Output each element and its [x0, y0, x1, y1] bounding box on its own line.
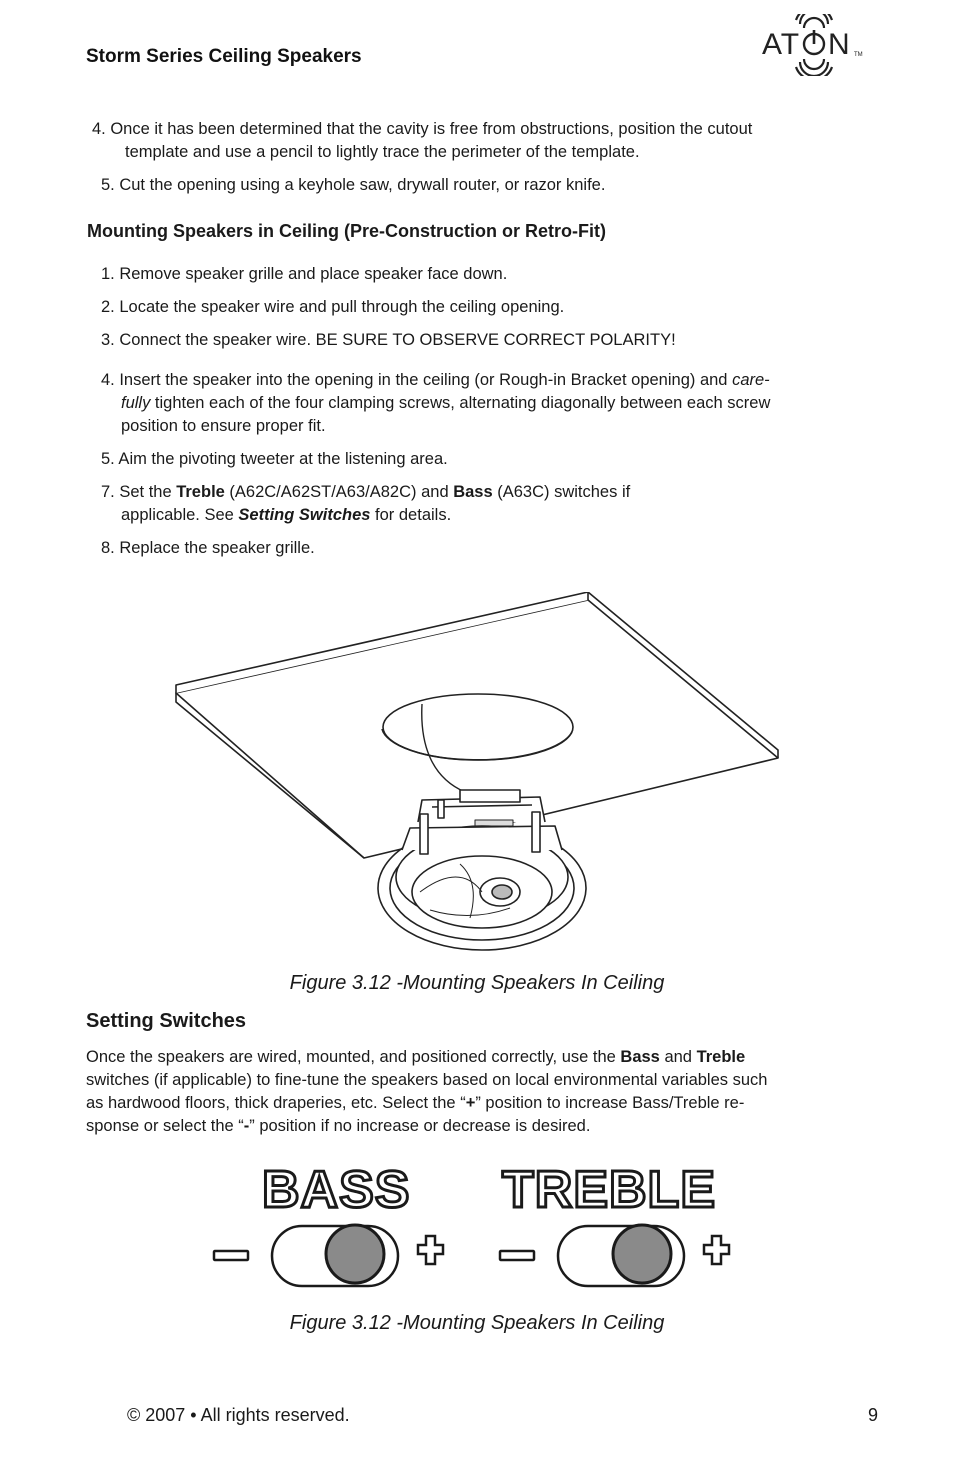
- step4-text-2: tighten each of the four clamping screws, alternating diagonally between each screw: [150, 394, 771, 412]
- switches-text-1: Once the speakers are wired, mounted, and positioned correctly, use the: [86, 1048, 621, 1066]
- mounting-heading: Mounting Speakers in Ceiling (Pre-Construction or Retro-Fit): [87, 221, 607, 241]
- step7-treble: Treble: [176, 483, 225, 501]
- figure-caption-switches: Figure 3.12 -Mounting Speakers In Ceiling: [289, 1312, 665, 1334]
- switch-diagram-drawing: [210, 1220, 750, 1292]
- switches-para-line2: switches (if applicable) to fine-tune the speakers based on local environmental variables such: [86, 1071, 768, 1089]
- logo-text-start: AT: [762, 28, 801, 61]
- mounting-step-2: 2. Locate the speaker wire and pull through the ceiling opening.: [101, 298, 565, 316]
- switches-para-line4: [86, 1115, 590, 1138]
- bass-switch-label: BASS: [262, 1161, 411, 1219]
- step7-models: (A62C/A62ST/A63/A82C) and: [224, 483, 454, 501]
- switches-bass-bold: Bass: [620, 1048, 660, 1066]
- mounting-step-3: 3. Connect the speaker wire. BE SURE TO OBSERVE CORRECT POLARITY!: [101, 331, 676, 349]
- switches-para-line3: [86, 1092, 744, 1115]
- minus-symbol-bold: -: [243, 1117, 250, 1135]
- step4-italic-fully: fully: [121, 394, 151, 412]
- mounting-step-7-line2: [121, 504, 451, 527]
- step7-details: for details.: [370, 506, 452, 524]
- step4-italic-care: care-: [732, 371, 770, 389]
- running-header-title: Storm Series Ceiling Speakers: [86, 46, 362, 67]
- figure-caption-mounting: Figure 3.12 -Mounting Speakers In Ceiling: [289, 972, 665, 994]
- switches-and: and: [659, 1048, 697, 1066]
- mounting-step-7-line1: [101, 481, 630, 504]
- logo-text-end: N: [828, 28, 851, 61]
- intro-step-5: 5. Cut the opening using a keyhole saw, drywall router, or razor knife.: [101, 176, 606, 194]
- step7-text: 7. Set the: [101, 483, 177, 501]
- switches-para-line1: [86, 1046, 745, 1069]
- switches-line4-a: sponse or select the “: [86, 1117, 244, 1135]
- switches-treble-bold: Treble: [696, 1048, 746, 1066]
- step7-tail: (A63C) switches if: [492, 483, 631, 501]
- signal-arcs-icon: [796, 14, 832, 76]
- mounting-step-4-line2: [121, 392, 770, 415]
- plus-symbol-bold: +: [465, 1094, 476, 1112]
- mounting-step-4-line3: position to ensure proper fit.: [121, 417, 326, 435]
- bass-plus-icon: [418, 1236, 443, 1264]
- switches-line4-c: ” position if no increase or decrease is desired.: [249, 1117, 591, 1135]
- bass-toggle-knob: [326, 1225, 384, 1283]
- step4-text: 4. Insert the speaker into the opening in the ceiling (or Rough-in Bracket opening) and: [101, 371, 733, 389]
- switch-diagram: [210, 1220, 750, 1292]
- aton-logo: [760, 14, 870, 76]
- bass-minus-icon: [214, 1251, 248, 1260]
- ceiling-speaker-drawing: [170, 592, 790, 954]
- switches-line3-c: ” position to increase Bass/Treble re-: [475, 1094, 745, 1112]
- switches-line3-a: as hardwood floors, thick draperies, etc. Select the “: [86, 1094, 466, 1112]
- treble-minus-icon: [500, 1251, 534, 1260]
- treble-toggle-knob: [613, 1225, 671, 1283]
- footer-copyright: © 2007 • All rights reserved.: [127, 1405, 350, 1425]
- intro-step-4-line1: 4. Once it has been determined that the cavity is free from obstructions, position the cutout: [92, 120, 753, 138]
- mounting-step-1: 1. Remove speaker grille and place speaker face down.: [101, 265, 508, 283]
- trademark-mark: TM: [854, 52, 863, 58]
- intro-step-4-line2: template and use a pencil to lightly trace the perimeter of the template.: [125, 143, 640, 161]
- setting-switches-heading: Setting Switches: [86, 1010, 247, 1032]
- treble-plus-icon: [704, 1236, 729, 1264]
- step7-see: applicable. See: [121, 506, 239, 524]
- mounting-step-4-line1: [101, 369, 770, 392]
- step7-setting-switches-ref: Setting Switches: [238, 506, 371, 524]
- step7-bass: Bass: [453, 483, 493, 501]
- ceiling-speaker-illustration: [170, 592, 790, 954]
- page-number: 9: [867, 1405, 878, 1425]
- mounting-step-5: 5. Aim the pivoting tweeter at the listening area.: [101, 450, 448, 468]
- mounting-step-8: 8. Replace the speaker grille.: [101, 539, 315, 557]
- treble-switch-label: TREBLE: [502, 1161, 716, 1219]
